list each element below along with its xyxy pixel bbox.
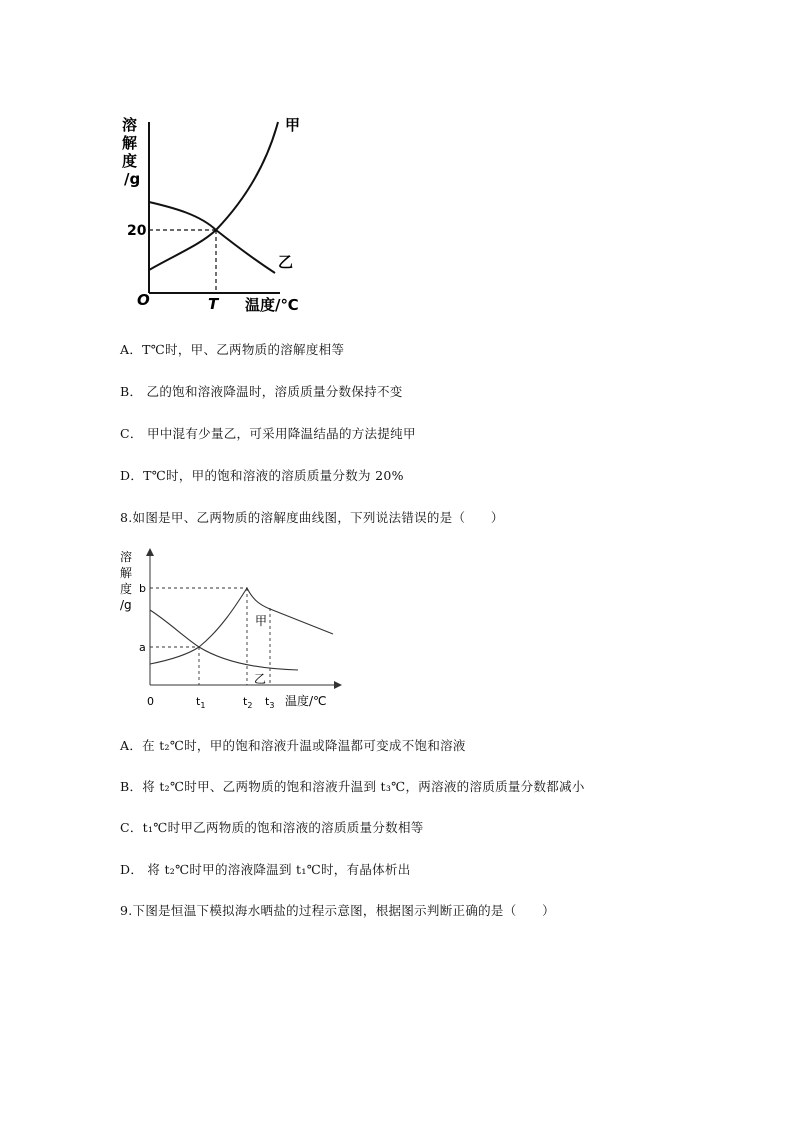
y-label-char-3: 度 [122,152,138,170]
q9-stem: 9.下图是恒温下模拟海水晒盐的过程示意图，根据图示判断正确的是（ ） [120,903,555,918]
x-tick-t1: $t_1$ [196,695,206,710]
solubility-figure-q7 [115,110,325,315]
curve-yi-q7 [149,202,275,273]
curve-jia-q8 [150,588,333,664]
y-label-char-4: /g [120,598,132,612]
q7-option-d: D．T℃时，甲的饱和溶液的溶质质量分数为 20% [120,468,404,483]
curve-jia-label-q8: 甲 [255,614,268,628]
y-label-char-2: 解 [120,566,133,580]
x-axis-label-q7: 温度/℃ [245,296,299,314]
curve-yi-q8 [150,610,298,670]
y-axis-label-q7 [122,116,140,188]
x-tick-t2: $t_2$ [243,695,253,710]
q7-option-b: B． 乙的饱和溶液降温时，溶质质量分数保持不变 [120,384,403,399]
q8-option-b: B．将 t₂℃时甲、乙两物质的饱和溶液升温到 t₃℃，两溶液的溶质质量分数都减小 [120,779,585,794]
y-tick-b: b [139,582,146,595]
y-label-char-4: /g [124,170,141,188]
y-label-char-1: 溶 [120,550,133,564]
curve-yi-label-q8: 乙 [254,672,267,686]
q8-option-c: C．t₁℃时甲乙两物质的饱和溶液的溶质质量分数相等 [120,820,424,835]
origin-label-q8: 0 [147,695,154,708]
curve-yi-label-q7: 乙 [278,253,294,271]
y-axis-label-q8 [120,549,132,612]
curve-jia-label-q7: 甲 [285,116,301,134]
q7-option-a: A．T℃时，甲、乙两物质的溶解度相等 [120,342,345,357]
q8-stem: 8.如图是甲、乙两物质的溶解度曲线图，下列说法错误的是（ ） [120,510,504,525]
curve-jia-q7 [149,122,278,270]
y-label-char-3: 度 [120,582,133,596]
y-tick-a: a [139,641,146,654]
y-label-char-1: 溶 [122,116,138,134]
y-label-char-2: 解 [122,134,138,152]
q8-option-a: A．在 t₂℃时，甲的饱和溶液升温或降温都可变成不饱和溶液 [120,738,466,753]
x-tick-T: T [208,295,219,313]
q8-option-d: D． 将 t₂℃时甲的溶液降温到 t₁℃时，有晶体析出 [120,862,411,877]
q7-option-c: C． 甲中混有少量乙，可采用降温结晶的方法提纯甲 [120,426,416,441]
x-tick-t3: $t_3$ [265,695,275,710]
solubility-figure-q8 [115,545,350,715]
x-axis-label-q8: 温度/℃ [285,694,327,708]
origin-label-q7: O [137,291,150,309]
y-tick-20: 20 [127,223,147,239]
